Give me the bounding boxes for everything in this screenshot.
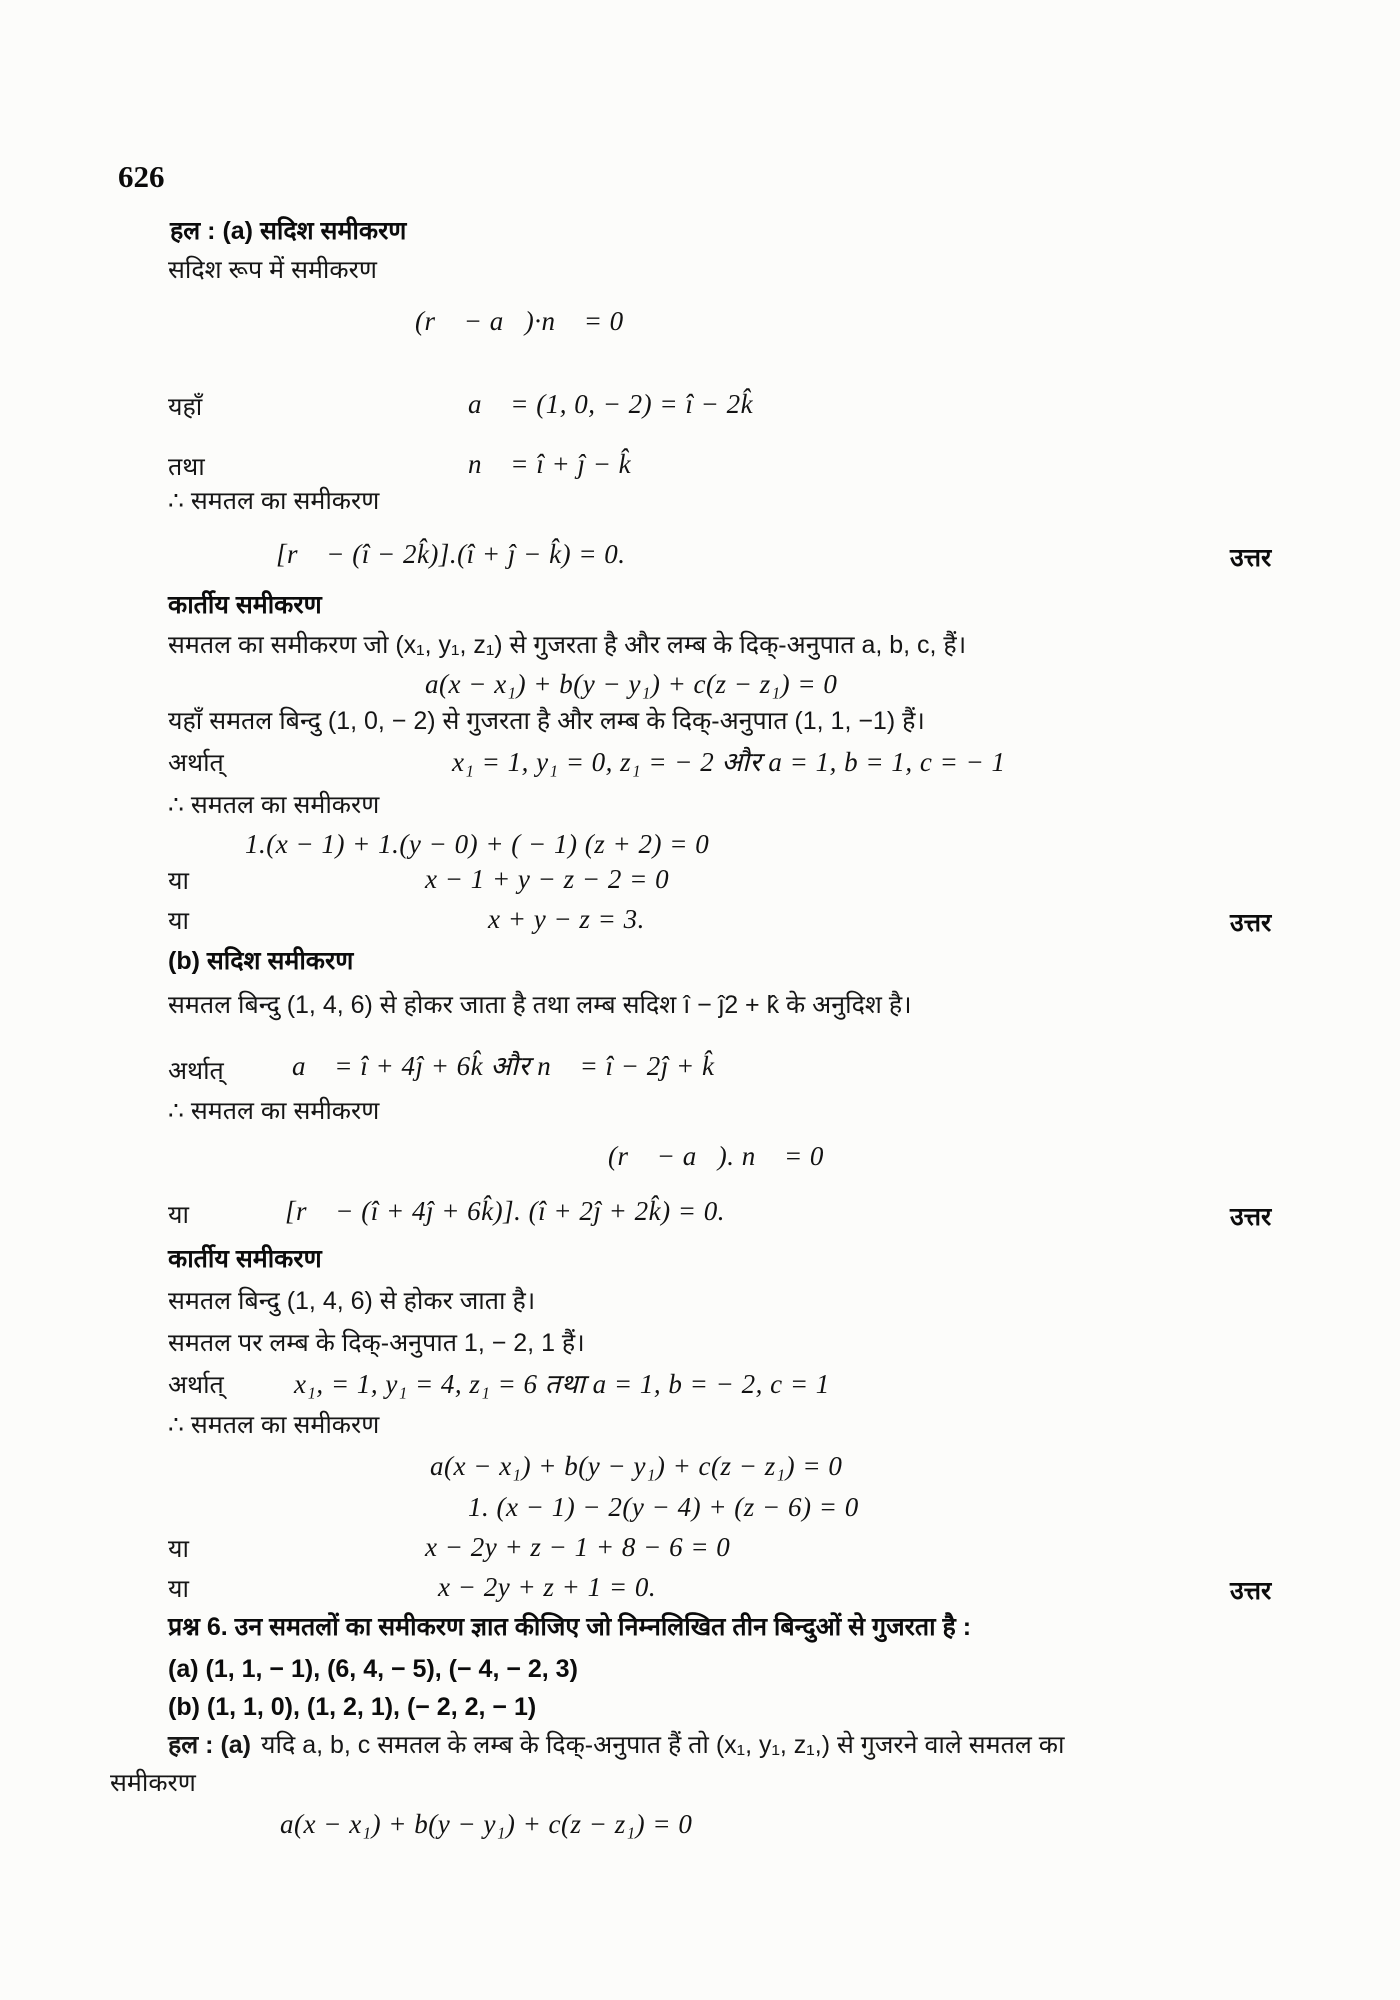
eq-vectors-b: a⃗ = î + 4ĵ + 6k̂ और n⃗ = î − 2ĵ + k̂	[292, 1051, 715, 1081]
eq-plane-vector-b: [r⃗ − (î + 4ĵ + 6k̂)]. (î + 2ĵ + 2k̂) = 0.	[285, 1196, 726, 1226]
therefore-plane-equation-3: ∴ समतल का समीकरण	[168, 1097, 380, 1125]
cartesian-heading-b: कार्तीय समीकरण	[168, 1245, 322, 1273]
eq-simplified-b: x − 2y + z − 1 + 8 − 6 = 0	[425, 1532, 731, 1562]
question-6-statement: प्रश्न 6. उन समतलों का समीकरण ज्ञात कीजिए जो निम्नलिखित तीन बिन्दुओं से गुजरता है :	[168, 1613, 972, 1641]
page-number: 626	[118, 159, 165, 194]
cartesian-general-intro: समतल का समीकरण जो (x₁, y₁, z₁) से गुजरता है और लम्ब के दिक्-अनुपात a, b, c, हैं।	[168, 631, 967, 659]
answer-label-2: उत्तर	[1230, 909, 1272, 937]
connector-ya-2: या	[168, 907, 189, 935]
solution-6-line	[168, 1730, 1064, 1761]
connector-ya-5: या	[168, 1575, 189, 1603]
eq-parameter-values-a: x₁ = 1, y₁ = 0, z₁ = − 2 और a = 1, b = 1, c = − 1	[452, 747, 1006, 777]
solution-b-intro: समतल बिन्दु (1, 4, 6) से होकर जाता है तथा लम्ब सदिश î − ĵ2 + k̂ के अनुदिश है।	[168, 991, 912, 1019]
eq-plane-vector-a: [r⃗ − (î − 2k̂)].(î + ĵ − k̂) = 0.	[276, 539, 626, 569]
connector-ya-3: या	[168, 1201, 189, 1229]
point-direction-line-a: यहाँ समतल बिन्दु (1, 0, − 2) से गुजरता है और लम्ब के दिक्-अनुपात (1, 1, −1) हैं।	[168, 707, 925, 735]
connector-arthat-2: अर्थात्	[168, 1057, 224, 1085]
solution-6-continuation: समीकरण	[110, 1769, 196, 1797]
connector-arthat-3: अर्थात्	[168, 1371, 224, 1399]
point-line-b: समतल बिन्दु (1, 4, 6) से होकर जाता है।	[168, 1287, 536, 1315]
eq-cartesian-general-b: a(x − x₁) + b(y − y₁) + c(z − z₁) = 0	[430, 1451, 843, 1481]
eq-parameter-values-b: x₁, = 1, y₁ = 4, z₁ = 6 तथा a = 1, b = − 2, c = 1	[294, 1369, 830, 1399]
solution-a-heading: हल : (a) सदिश समीकरण	[170, 217, 407, 245]
vector-form-caption: सदिश रूप में समीकरण	[168, 256, 377, 284]
answer-label-4: उत्तर	[1230, 1577, 1272, 1605]
question-6-option-b: (b) (1, 1, 0), (1, 2, 1), (− 2, 2, − 1)	[168, 1693, 537, 1721]
connector-tatha: तथा	[168, 453, 205, 481]
eq-final-a: x + y − z = 3.	[488, 904, 645, 934]
eq-cartesian-general-a: a(x − x₁) + b(y − y₁) + c(z − z₁) = 0	[425, 669, 838, 699]
eq-simplified-a: x − 1 + y − z − 2 = 0	[425, 864, 670, 894]
answer-label-1: उत्तर	[1230, 544, 1272, 572]
question-6-option-a: (a) (1, 1, − 1), (6, 4, − 5), (− 4, − 2, 3)	[168, 1655, 578, 1683]
eq-position-vector-a: a⃗ = (1, 0, − 2) = î − 2k̂	[468, 389, 754, 419]
therefore-plane-equation-2: ∴ समतल का समीकरण	[168, 791, 380, 819]
eq-final-b: x − 2y + z + 1 = 0.	[438, 1572, 657, 1602]
connector-yahan: यहाँ	[168, 393, 203, 421]
therefore-plane-equation-4: ∴ समतल का समीकरण	[168, 1411, 380, 1439]
solution-6-prefix: हल : (a)	[168, 1731, 251, 1759]
connector-ya-4: या	[168, 1535, 189, 1563]
connector-arthat-1: अर्थात्	[168, 749, 224, 777]
solution-6-text: यदि a, b, c समतल के लम्ब के दिक्-अनुपात हैं तो (x₁, y₁, z₁,) से गुजरने वाले समतल का	[261, 1731, 1065, 1759]
solution-b-heading: (b) सदिश समीकरण	[168, 947, 354, 975]
therefore-plane-equation-1: ∴ समतल का समीकरण	[168, 487, 380, 515]
connector-ya-1: या	[168, 867, 189, 895]
answer-label-3: उत्तर	[1230, 1203, 1272, 1231]
eq-substituted-a: 1.(x − 1) + 1.(y − 0) + ( − 1) (z + 2) = 0	[245, 829, 710, 859]
eq-vector-plane-general-b: (r⃗ − a⃗). n⃗ = 0	[608, 1141, 824, 1171]
cartesian-heading-a: कार्तीय समीकरण	[168, 591, 322, 619]
direction-ratio-line-b: समतल पर लम्ब के दिक्-अनुपात 1, − 2, 1 हैं।	[168, 1329, 585, 1357]
eq-normal-vector-a: n⃗ = î + ĵ − k̂	[468, 449, 632, 479]
eq-vector-plane-general-a: (r⃗ − a⃗)·n⃗ = 0	[415, 306, 624, 336]
eq-cartesian-general-q6: a(x − x₁) + b(y − y₁) + c(z − z₁) = 0	[280, 1809, 693, 1839]
eq-substituted-b: 1. (x − 1) − 2(y − 4) + (z − 6) = 0	[468, 1492, 859, 1522]
